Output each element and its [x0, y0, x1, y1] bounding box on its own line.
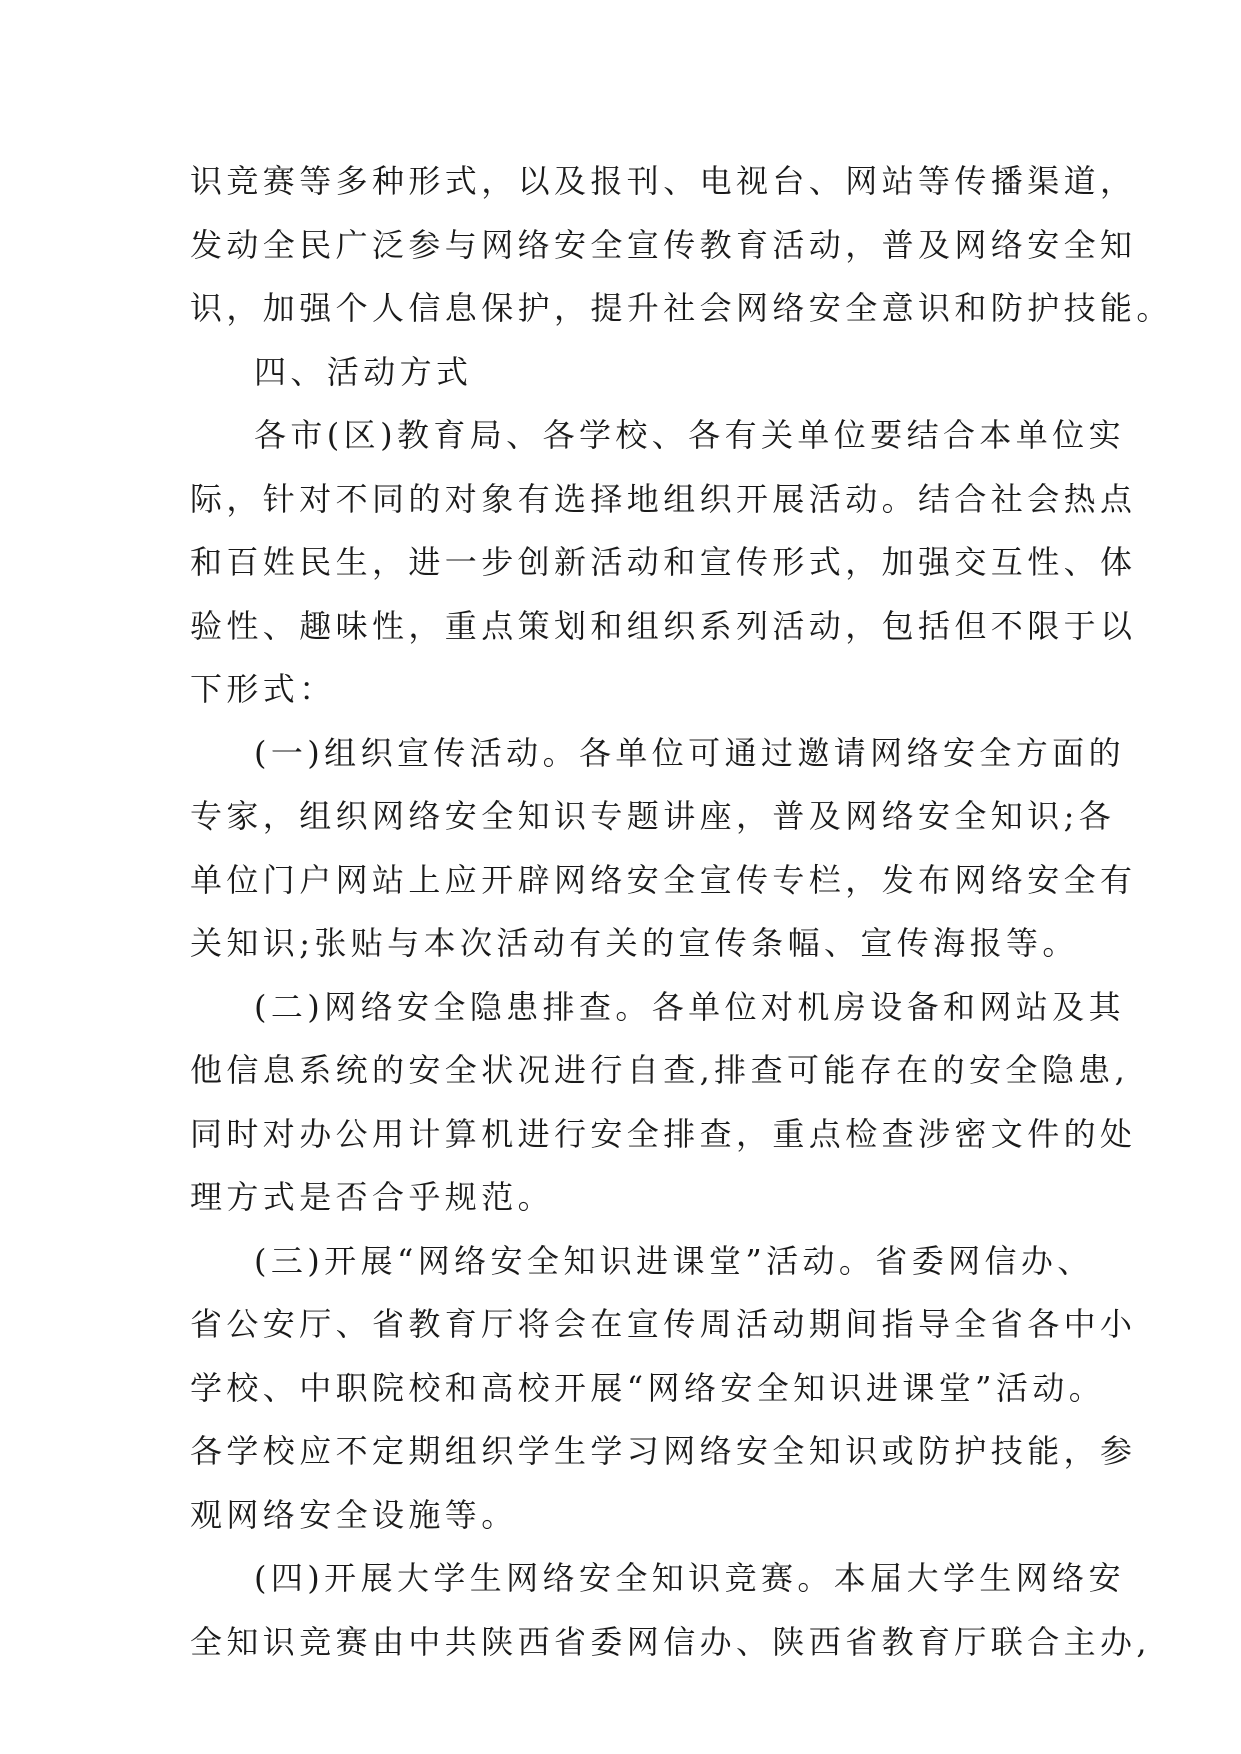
- text-line: 单位门户网站上应开辟网络安全宣传专栏，发布网络安全有: [190, 860, 1137, 899]
- text-line: (三)开展“网络安全知识进课堂”活动。省委网信办、: [254, 1241, 1094, 1280]
- text-line: 各市(区)教育局、各学校、各有关单位要结合本单位实: [254, 416, 1125, 454]
- text-line: 和百姓民生，进一步创新活动和宣传形式，加强交互性、体: [190, 543, 1137, 581]
- text-line: 发动全民广泛参与网络安全宣传教育活动，普及网络安全知: [190, 225, 1137, 264]
- text-line: 四、活动方式: [254, 352, 473, 391]
- text-line: (四)开展大学生网络安全知识竞赛。本届大学生网络安: [254, 1559, 1125, 1597]
- text-line: 关知识;张贴与本次活动有关的宣传条幅、宣传海报等。: [190, 924, 1079, 962]
- text-line: 各学校应不定期组织学生学习网络安全知识或防护技能，参: [190, 1432, 1137, 1470]
- text-line: 学校、中职院校和高校开展“网络安全知识进课堂”活动。: [190, 1368, 1106, 1407]
- text-line: 际，针对不同的对象有选择地组织开展活动。结合社会热点: [190, 479, 1137, 518]
- text-line: 观网络安全设施等。: [190, 1495, 518, 1534]
- text-line: 下形式：: [190, 670, 336, 708]
- text-line: 识，加强个人信息保护，提升社会网络安全意识和防护技能。: [190, 289, 1173, 327]
- text-line: (二)网络安全隐患排查。各单位对机房设备和网站及其: [254, 987, 1125, 1026]
- document-page: [190, 150, 1173, 1674]
- text-line: 他信息系统的安全状况进行自查,排查可能存在的安全隐患,: [190, 1051, 1130, 1089]
- text-line: 省公安厅、省教育厅将会在宣传周活动期间指导全省各中小: [190, 1305, 1137, 1343]
- text-line: 全知识竞赛由中共陕西省委网信办、陕西省教育厅联合主办,: [190, 1622, 1151, 1661]
- text-line: 验性、趣味性，重点策划和组织系列活动，包括但不限于以: [190, 606, 1137, 645]
- text-line: 识竞赛等多种形式，以及报刊、电视台、网站等传播渠道，: [190, 162, 1137, 200]
- text-line: 同时对办公用计算机进行安全排查，重点检查涉密文件的处: [190, 1114, 1137, 1153]
- text-line: 理方式是否合乎规范。: [190, 1178, 555, 1216]
- text-line: 专家，组织网络安全知识专题讲座，普及网络安全知识;各: [190, 797, 1116, 835]
- text-line: (一)组织宣传活动。各单位可通过邀请网络安全方面的: [254, 733, 1125, 772]
